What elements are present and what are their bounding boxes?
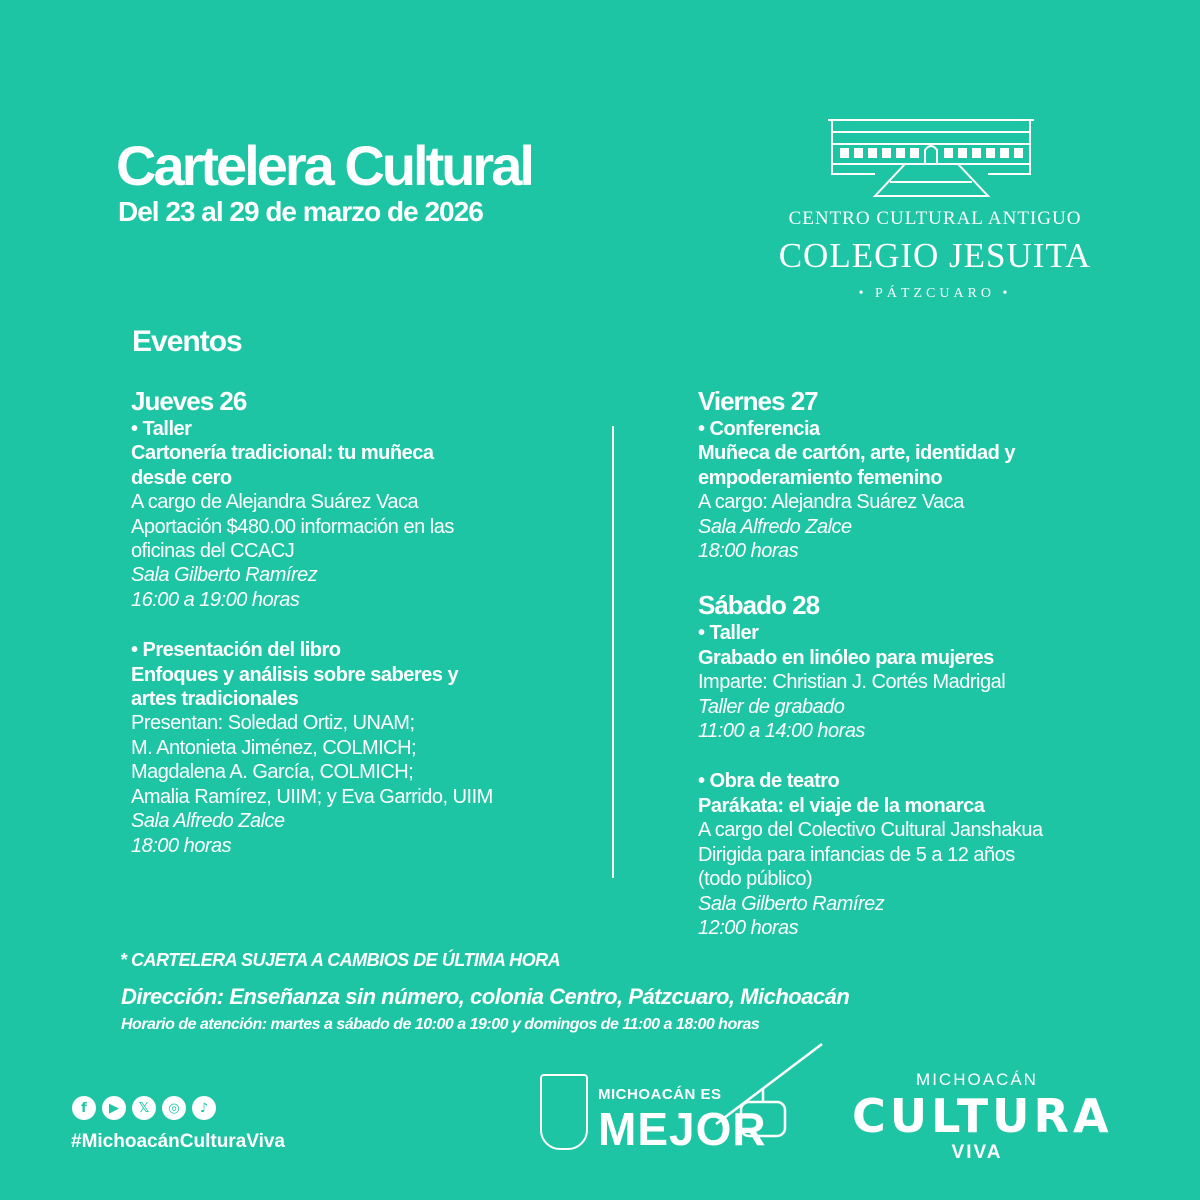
day-title: Jueves 26	[131, 386, 247, 416]
event-time: 11:00 a 14:00 horas	[698, 720, 865, 743]
day-title: Viernes 27	[698, 386, 818, 416]
gov-logo-main: MEJOR	[598, 1103, 767, 1155]
social-links	[72, 1096, 216, 1120]
event-detail: Presentan: Soledad Ortiz, UNAM;	[131, 712, 415, 735]
event-name-line: Cartonería tradicional: tu muñeca	[131, 442, 434, 465]
venue-line1: CENTRO CULTURAL ANTIGUO	[788, 208, 1082, 229]
event-time: 18:00 horas	[698, 540, 799, 563]
michoacan-es-mejor-logo	[536, 1040, 826, 1160]
event-name-line: Enfoques y análisis sobre saberes y	[131, 663, 459, 686]
event-detail: M. Antonieta Jiménez, COLMICH;	[131, 736, 417, 759]
event-detail: A cargo de Alejandra Suárez Vaca	[131, 491, 419, 514]
venue-name: COLEGIO JESUITA	[778, 236, 1092, 275]
day-title: Sábado 28	[698, 590, 820, 621]
left-column	[131, 385, 591, 884]
culture-logo-top: MICHOACÁN	[916, 1070, 1038, 1089]
event-detail: Magdalena A. García, COLMICH;	[131, 761, 414, 784]
event-name-line: empoderamiento femenino	[698, 466, 943, 489]
michoacan-cultura-viva-logo	[852, 1066, 1113, 1166]
event-time: 16:00 a 19:00 horas	[131, 588, 300, 611]
event-place: Sala Alfredo Zalce	[131, 810, 285, 833]
event-place: Taller de grabado	[698, 695, 845, 718]
building-icon	[740, 112, 1130, 202]
event-detail: A cargo: Alejandra Suárez Vaca	[698, 491, 964, 514]
event-card	[698, 417, 1118, 563]
event-type: • Obra de teatro	[698, 770, 840, 793]
event-detail: (todo público)	[698, 868, 813, 891]
event-detail: oficinas del CCACJ	[131, 540, 295, 563]
event-card	[131, 417, 591, 612]
event-place: Sala Alfredo Zalce	[698, 515, 852, 538]
event-detail: Imparte: Christian J. Cortés Madrigal	[698, 671, 1006, 694]
event-detail: Aportación $480.00 información en las	[131, 515, 454, 538]
event-place: Sala Gilberto Ramírez	[698, 892, 885, 915]
venue-logo	[740, 112, 1130, 312]
gov-logo-top: MICHOACÁN ES	[598, 1086, 722, 1103]
event-name-line: desde cero	[131, 466, 232, 489]
venue-city: • PÁTZCUARO •	[858, 286, 1012, 301]
culture-logo-bottom: VIVA	[951, 1142, 1003, 1163]
tiktok-icon[interactable]: ♪	[192, 1096, 216, 1120]
event-detail: Dirigida para infancias de 5 a 12 años	[698, 843, 1015, 866]
opening-hours: Horario de atención: martes a sábado de 10:00 a 19:00 y domingos de 11:00 a 18:00 horas	[121, 1016, 760, 1033]
event-type: • Conferencia	[698, 418, 820, 440]
event-name-line: Grabado en linóleo para mujeres	[698, 646, 994, 669]
hashtag: #MichoacánCulturaViva	[71, 1131, 286, 1152]
event-detail: Amalia Ramírez, UIIM; y Eva Garrido, UIIM	[131, 785, 493, 808]
youtube-icon[interactable]: ▶	[102, 1096, 126, 1120]
schedule-notice: * CARTELERA SUJETA A CAMBIOS DE ÚLTIMA HORA	[120, 950, 561, 970]
event-place: Sala Gilberto Ramírez	[131, 564, 318, 587]
section-heading: Eventos	[132, 325, 242, 358]
event-name-line: artes tradicionales	[131, 688, 299, 711]
event-type: • Presentación del libro	[131, 639, 341, 662]
instagram-icon[interactable]: ◎	[162, 1096, 186, 1120]
event-detail: A cargo del Colectivo Cultural Janshakua	[698, 819, 1043, 842]
event-time: 12:00 horas	[698, 916, 799, 939]
facebook-icon[interactable]: f	[72, 1096, 96, 1120]
column-divider	[612, 426, 614, 878]
address: Dirección: Enseñanza sin número, colonia Centro, Pátzcuaro, Michoacán	[121, 984, 850, 1009]
event-type: • Taller	[131, 418, 192, 440]
event-card	[698, 621, 1118, 743]
event-card	[131, 638, 591, 858]
event-card	[698, 769, 1118, 940]
event-type: • Taller	[698, 622, 759, 645]
right-column	[698, 385, 1118, 966]
poster-title: Cartelera Cultural	[116, 134, 532, 197]
event-time: 18:00 horas	[131, 834, 232, 857]
poster-date-range: Del 23 al 29 de marzo de 2026	[118, 196, 483, 227]
culture-logo-main: CULTURA	[852, 1089, 1113, 1143]
x-icon[interactable]: 𝕏	[132, 1096, 156, 1120]
event-name-line: Muñeca de cartón, arte, identidad y	[698, 442, 1016, 465]
event-name-line: Parákata: el viaje de la monarca	[698, 794, 985, 817]
